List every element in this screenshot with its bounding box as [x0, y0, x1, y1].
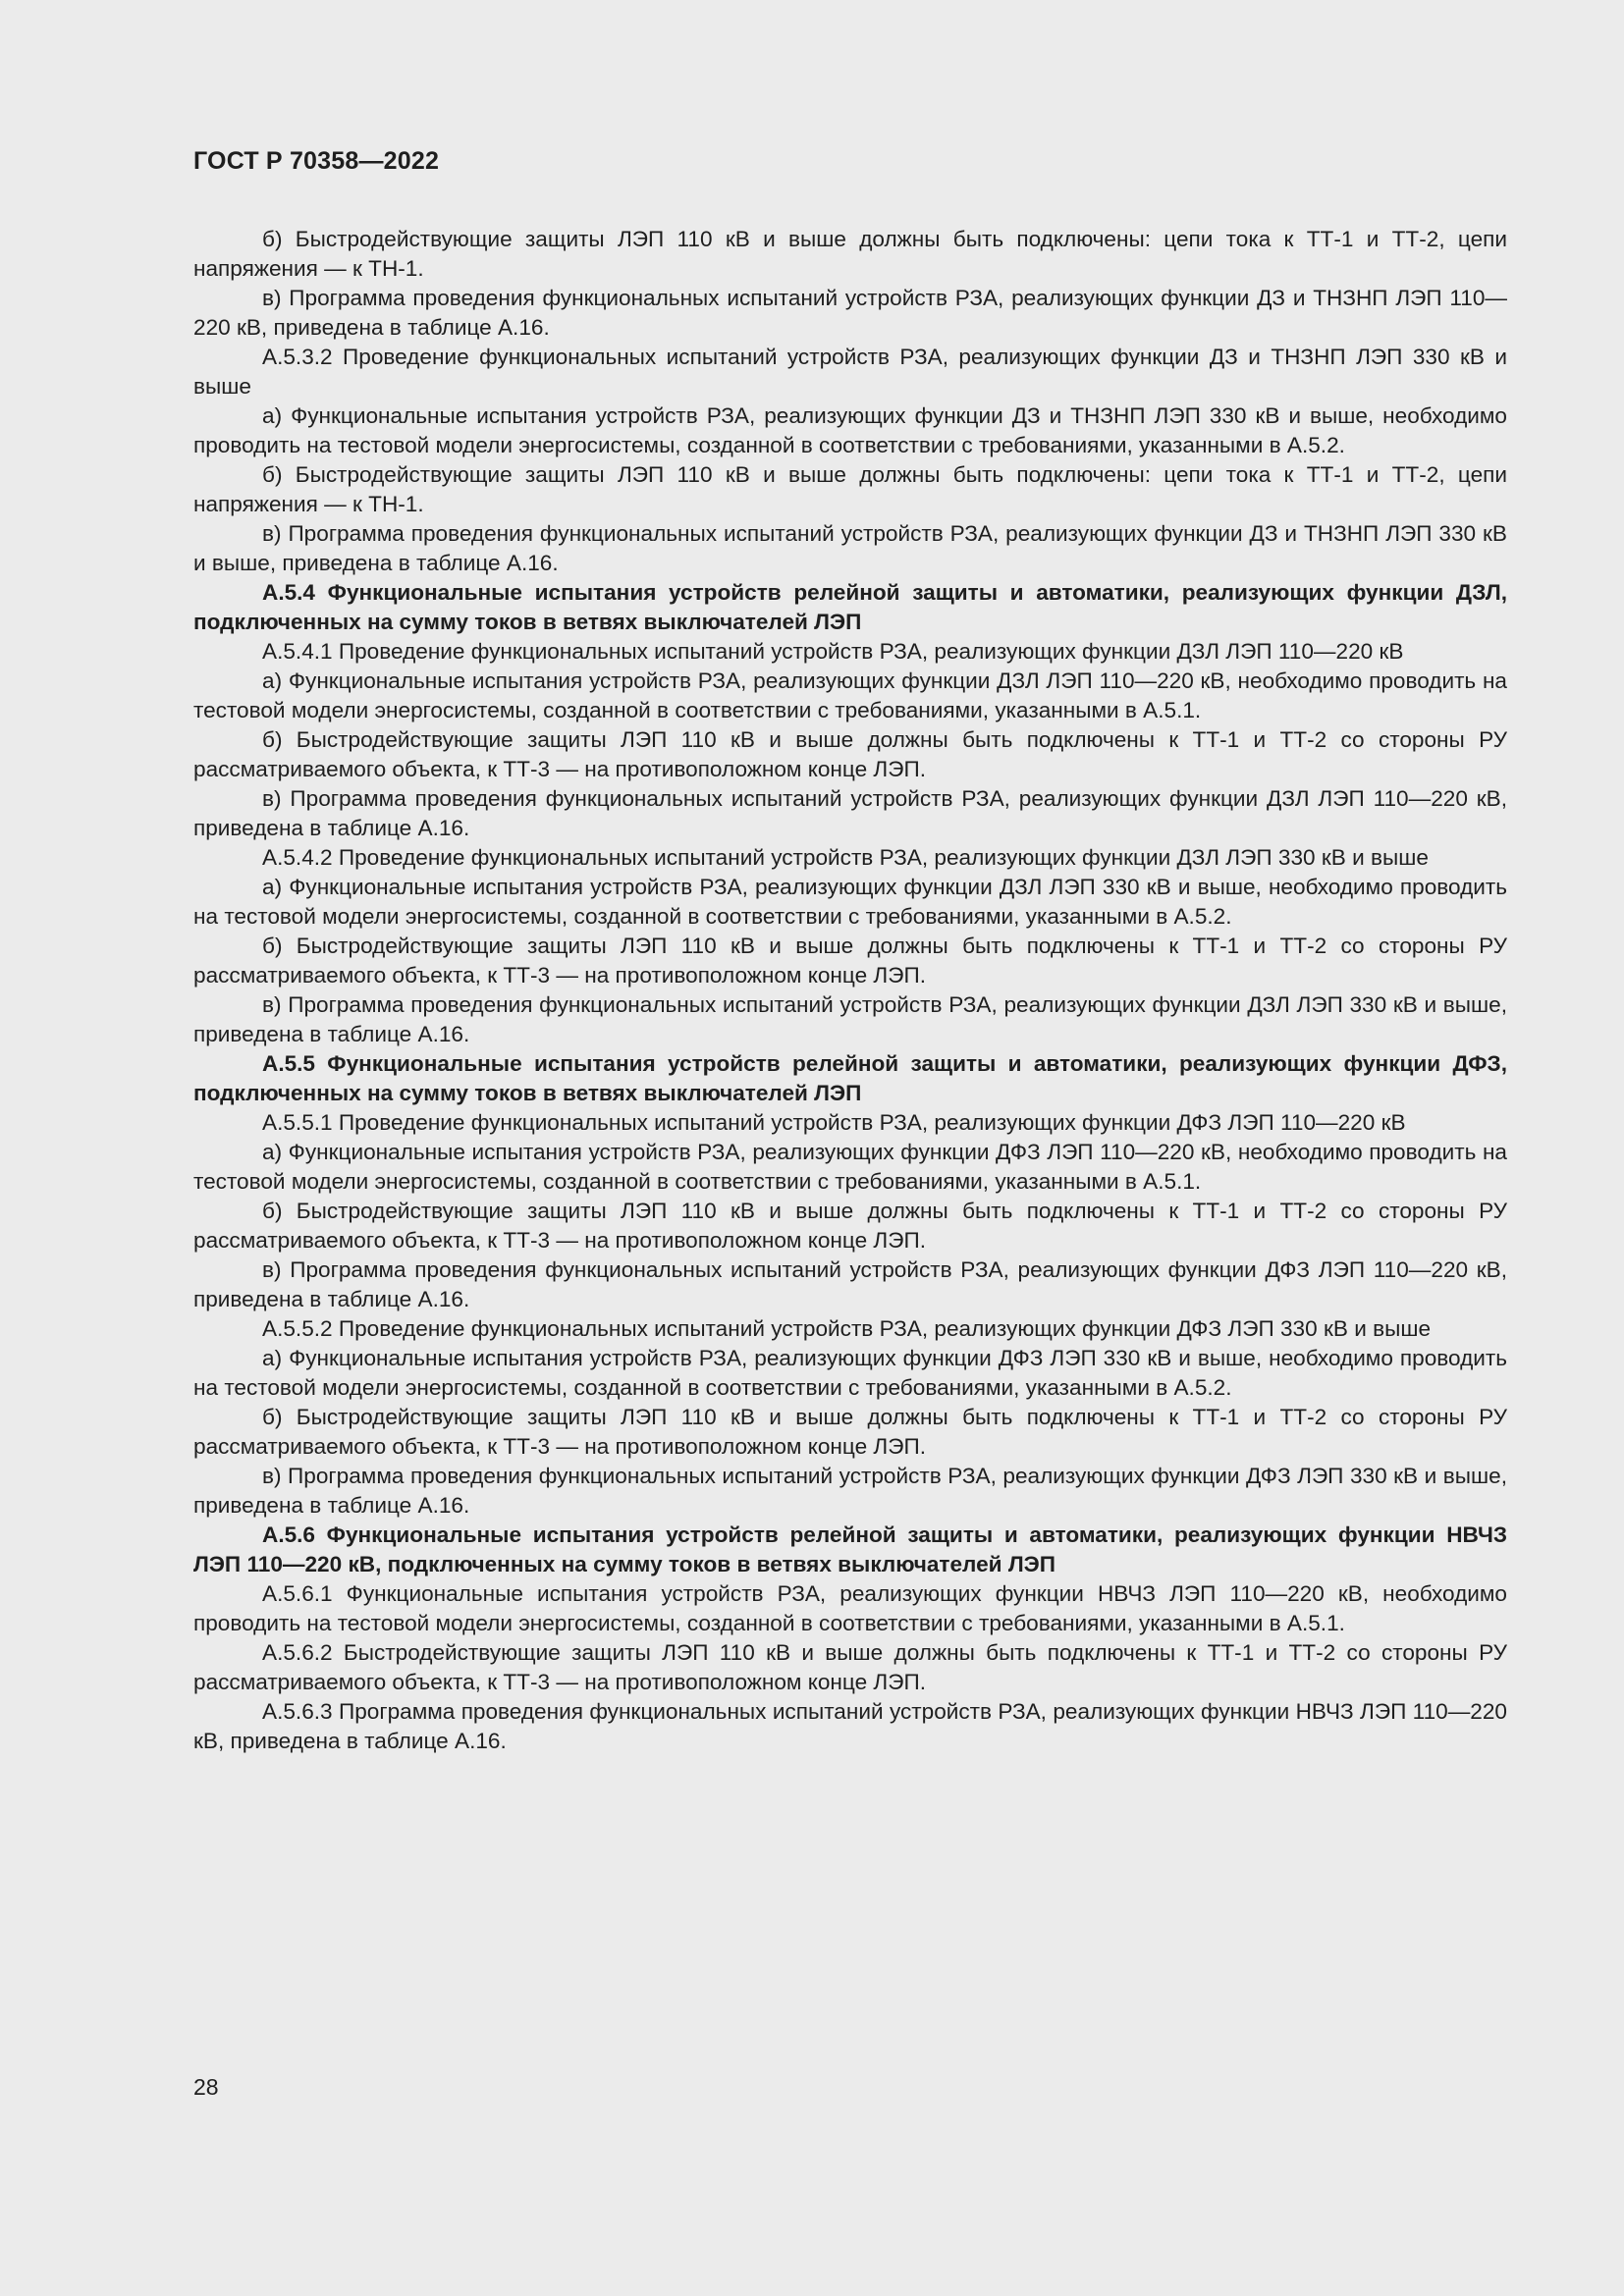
standard-number-header: ГОСТ Р 70358—2022 — [193, 147, 440, 175]
body-paragraph: в) Программа проведения функциональных испытаний устройств РЗА, реализующих функции ДФЗ ЛЭП 330 кВ и выше, приведена в таблице А.16. — [193, 1464, 1507, 1518]
body-paragraph: а) Функциональные испытания устройств РЗА, реализующих функции ДЗЛ ЛЭП 110—220 кВ, необходимо проводить на тестовой модели энергосистемы, созданной в соответствии с требованиями, указанными в А.5.1. — [193, 668, 1507, 722]
body-paragraph: б) Быстродействующие защиты ЛЭП 110 кВ и выше должны быть подключены к ТТ-1 и ТТ-2 со стороны РУ рассматриваемого объекта, к ТТ-3 — на противоположном конце ЛЭП. — [193, 1199, 1507, 1253]
body-paragraph: в) Программа проведения функциональных испытаний устройств РЗА, реализующих функции ДЗЛ ЛЭП 110—220 кВ, приведена в таблице А.16. — [193, 786, 1507, 840]
body-paragraph: А.5.4.2 Проведение функциональных испытаний устройств РЗА, реализующих функции ДЗЛ ЛЭП 330 кВ и выше — [262, 845, 1429, 870]
body-paragraph: А.5.6.3 Программа проведения функциональных испытаний устройств РЗА, реализующих функции НВЧЗ ЛЭП 110—220 кВ, приведена в таблице А.16. — [193, 1699, 1507, 1753]
document-body — [193, 225, 1507, 1756]
body-paragraph: в) Программа проведения функциональных испытаний устройств РЗА, реализующих функции ДЗ и ТНЗНП ЛЭП 110—220 кВ, приведена в таблице А.16. — [193, 286, 1507, 340]
body-paragraph: б) Быстродействующие защиты ЛЭП 110 кВ и выше должны быть подключены: цепи тока к ТТ-1 и ТТ-2, цепи напряжения — к ТН-1. — [193, 227, 1507, 281]
page-number: 28 — [193, 2074, 219, 2100]
body-paragraph: а) Функциональные испытания устройств РЗА, реализующих функции ДЗ и ТНЗНП ЛЭП 330 кВ и выше, необходимо проводить на тестовой модели энергосистемы, созданной в соответствии с требованиями, указанными в А.5.2. — [193, 403, 1507, 457]
body-paragraph: б) Быстродействующие защиты ЛЭП 110 кВ и выше должны быть подключены к ТТ-1 и ТТ-2 со стороны РУ рассматриваемого объекта, к ТТ-3 — на противоположном конце ЛЭП. — [193, 727, 1507, 781]
body-paragraph: а) Функциональные испытания устройств РЗА, реализующих функции ДЗЛ ЛЭП 330 кВ и выше, необходимо проводить на тестовой модели энергосистемы, созданной в соответствии с требованиями, указанными в А.5.2. — [193, 875, 1507, 929]
section-heading: А.5.5 Функциональные испытания устройств релейной защиты и автоматики, реализующих функции ДФЗ, подключенных на сумму токов в ветвях выключателей ЛЭП — [193, 1051, 1507, 1105]
body-paragraph: А.5.6.1 Функциональные испытания устройств РЗА, реализующих функции НВЧЗ ЛЭП 110—220 кВ, необходимо проводить на тестовой модели энергосистемы, созданной в соответствии с требованиями, указанными в А.5.1. — [193, 1581, 1507, 1635]
body-paragraph: А.5.6.2 Быстродействующие защиты ЛЭП 110 кВ и выше должны быть подключены к ТТ-1 и ТТ-2 со стороны РУ рассматриваемого объекта, к ТТ-3 — на противоположном конце ЛЭП. — [193, 1640, 1507, 1694]
section-heading: А.5.4 Функциональные испытания устройств релейной защиты и автоматики, реализующих функции ДЗЛ, подключенных на сумму токов в ветвях выключателей ЛЭП — [193, 580, 1507, 634]
body-paragraph: А.5.4.1 Проведение функциональных испытаний устройств РЗА, реализующих функции ДЗЛ ЛЭП 110—220 кВ — [262, 639, 1404, 664]
body-paragraph: в) Программа проведения функциональных испытаний устройств РЗА, реализующих функции ДЗ и ТНЗНП ЛЭП 330 кВ и выше, приведена в таблице А.16. — [193, 521, 1507, 575]
body-paragraph: А.5.3.2 Проведение функциональных испытаний устройств РЗА, реализующих функции ДЗ и ТНЗНП ЛЭП 330 кВ и выше — [193, 345, 1507, 399]
body-paragraph: в) Программа проведения функциональных испытаний устройств РЗА, реализующих функции ДЗЛ ЛЭП 330 кВ и выше, приведена в таблице А.16. — [193, 992, 1507, 1046]
body-paragraph: А.5.5.1 Проведение функциональных испытаний устройств РЗА, реализующих функции ДФЗ ЛЭП 110—220 кВ — [262, 1110, 1406, 1135]
section-heading: А.5.6 Функциональные испытания устройств релейной защиты и автоматики, реализующих функции НВЧЗ ЛЭП 110—220 кВ, подключенных на сумму токов в ветвях выключателей ЛЭП — [193, 1522, 1507, 1576]
body-paragraph: а) Функциональные испытания устройств РЗА, реализующих функции ДФЗ ЛЭП 110—220 кВ, необходимо проводить на тестовой модели энергосистемы, созданной в соответствии с требованиями, указанными в А.5.1. — [193, 1140, 1507, 1194]
body-paragraph: б) Быстродействующие защиты ЛЭП 110 кВ и выше должны быть подключены к ТТ-1 и ТТ-2 со стороны РУ рассматриваемого объекта, к ТТ-3 — на противоположном конце ЛЭП. — [193, 1405, 1507, 1459]
body-paragraph: б) Быстродействующие защиты ЛЭП 110 кВ и выше должны быть подключены: цепи тока к ТТ-1 и ТТ-2, цепи напряжения — к ТН-1. — [193, 462, 1507, 516]
body-paragraph: в) Программа проведения функциональных испытаний устройств РЗА, реализующих функции ДФЗ ЛЭП 110—220 кВ, приведена в таблице А.16. — [193, 1257, 1507, 1311]
body-paragraph: А.5.5.2 Проведение функциональных испытаний устройств РЗА, реализующих функции ДФЗ ЛЭП 330 кВ и выше — [262, 1316, 1432, 1341]
body-paragraph: б) Быстродействующие защиты ЛЭП 110 кВ и выше должны быть подключены к ТТ-1 и ТТ-2 со стороны РУ рассматриваемого объекта, к ТТ-3 — на противоположном конце ЛЭП. — [193, 934, 1507, 988]
body-paragraph: а) Функциональные испытания устройств РЗА, реализующих функции ДФЗ ЛЭП 330 кВ и выше, необходимо проводить на тестовой модели энергосистемы, созданной в соответствии с требованиями, указанными в А.5.2. — [193, 1346, 1507, 1400]
